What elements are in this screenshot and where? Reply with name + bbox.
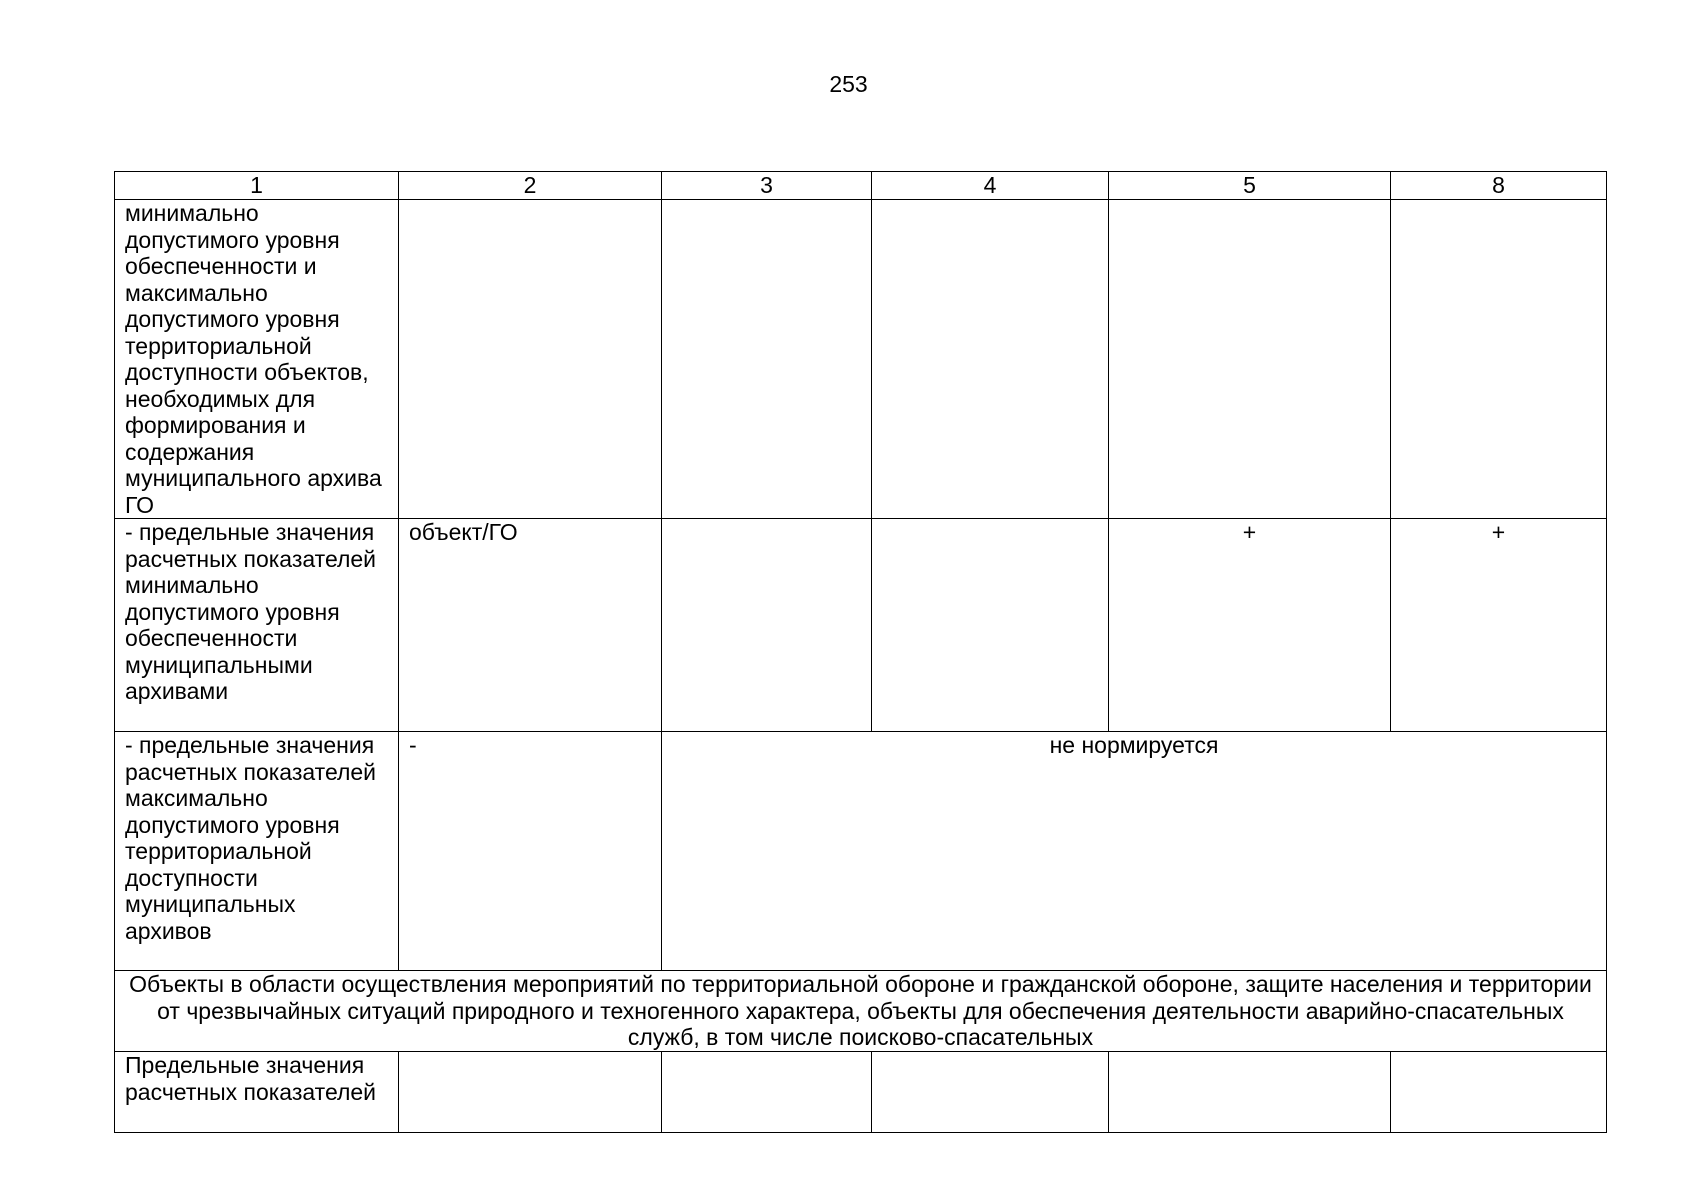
section-heading: Объекты в области осуществления мероприятий по территориальной обороне и гражданской обороне, защите населения и территории от чрезвычайных ситуаций природного и техногенного характера, объекты для обеспечения деятельности аварийно-спасательных служб, в том числе поисково-спасательных (115, 971, 1607, 1052)
column-header: 4 (872, 172, 1109, 200)
table-cell: объект/ГО (399, 519, 662, 732)
column-header: 2 (399, 172, 662, 200)
norms-table (114, 171, 1607, 1133)
table-header-row (115, 172, 1607, 200)
table-cell (1391, 1052, 1607, 1133)
table-cell (662, 519, 872, 732)
table-cell (399, 200, 662, 519)
column-header: 3 (662, 172, 872, 200)
table-cell: + (1391, 519, 1607, 732)
table-cell (1109, 200, 1391, 519)
section-heading-row (115, 971, 1607, 1052)
table-cell (872, 200, 1109, 519)
table-cell (872, 1052, 1109, 1133)
table-cell (872, 519, 1109, 732)
merged-cell: не нормируется (662, 732, 1607, 971)
table-cell: - предельные значения расчетных показателей максимально допустимого уровня территориальной доступности муниципальных архивов (115, 732, 399, 971)
column-header: 1 (115, 172, 399, 200)
table-cell (1391, 200, 1607, 519)
table-cell (1109, 1052, 1391, 1133)
table-cell: - предельные значения расчетных показателей минимально допустимого уровня обеспеченности муниципальными архивами (115, 519, 399, 732)
table-cell (662, 200, 872, 519)
table-cell: + (1109, 519, 1391, 732)
table-row (115, 200, 1607, 519)
column-header: 8 (1391, 172, 1607, 200)
column-header: 5 (1109, 172, 1391, 200)
table-row (115, 519, 1607, 732)
table-row (115, 1052, 1607, 1133)
table-cell (399, 1052, 662, 1133)
table-cell: - (399, 732, 662, 971)
table-cell: Предельные значения расчетных показателей (115, 1052, 399, 1133)
table-row (115, 732, 1607, 971)
table-cell (662, 1052, 872, 1133)
page-number: 253 (829, 71, 868, 97)
table-cell: минимально допустимого уровня обеспеченности и максимально допустимого уровня территориальной доступности объектов, необходимых для формирования и содержания муниципального архива ГО (115, 200, 399, 519)
